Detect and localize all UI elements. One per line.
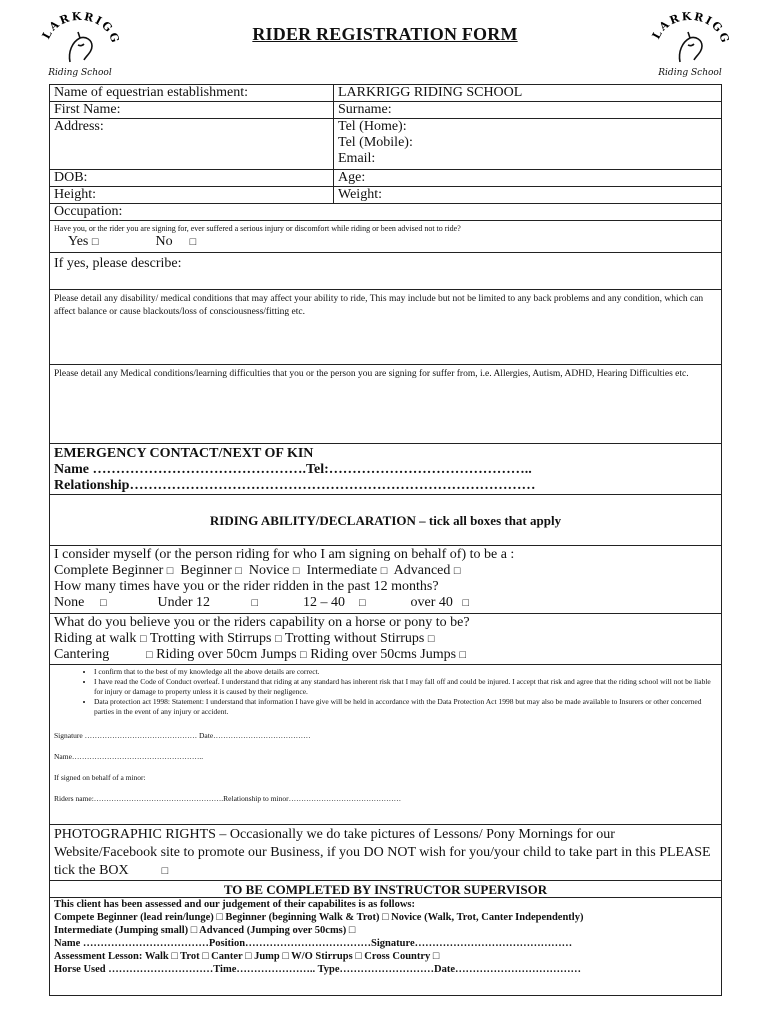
age-field[interactable]: Age:: [338, 170, 366, 185]
riders-name-line[interactable]: Riders name:…………………………………………….Relationship to minor………………………………………: [54, 794, 402, 803]
level-checkbox[interactable]: □: [292, 565, 300, 577]
no-label: No: [155, 234, 173, 249]
svg-text:LARKRIGG: LARKRIG: [40, 12, 117, 42]
ridden-checkbox[interactable]: □: [251, 597, 259, 609]
photo-optout-checkbox[interactable]: □: [161, 865, 169, 877]
level-checkbox[interactable]: □: [166, 565, 174, 577]
instructor-heading: TO BE COMPLETED BY INSTRUCTOR SUPERVISOR: [50, 881, 721, 898]
yes-label: Yes: [68, 234, 89, 249]
tel-home-field[interactable]: Tel (Home):: [338, 119, 407, 134]
level-complete-beginner: Complete Beginner: [54, 563, 164, 578]
capability-row-1: [54, 631, 717, 647]
tel-mobile-field[interactable]: Tel (Mobile):: [338, 135, 413, 150]
ridden-options: [54, 595, 717, 611]
weight-field[interactable]: Weight:: [338, 187, 382, 202]
no-checkbox[interactable]: □: [189, 236, 197, 248]
declaration-list: [50, 667, 721, 717]
ridden-none: None: [54, 595, 85, 610]
contact-block: [334, 119, 721, 169]
dob-row: [50, 170, 721, 187]
level-advanced: Advanced: [393, 563, 451, 578]
emergency-heading: EMERGENCY CONTACT/NEXT OF KIN: [54, 446, 314, 461]
ability-levels: [54, 563, 717, 579]
ridden-checkbox[interactable]: □: [462, 597, 470, 609]
declaration-section: [50, 665, 721, 825]
registration-form: [49, 84, 722, 996]
ability-intro: I consider myself (or the person riding for who I am signing on behalf of) to be a :: [54, 547, 515, 562]
logo-subtitle: Riding School: [48, 68, 112, 78]
cap-cantering: Cantering: [54, 647, 110, 662]
cap-checkbox[interactable]: □: [427, 633, 435, 645]
instructor-section: [50, 898, 721, 995]
photo-rights-text: PHOTOGRAPHIC RIGHTS – Occasionally we do take pictures of Lessons/ Pony Mornings for our Website/Facebook site to promote our Business, if you DO NOT wish for you/your child to take part in this PLEASE tick the BOX: [54, 827, 711, 878]
establishment-row: [50, 85, 721, 102]
svg-text:LARKRIGG: LARKRIG: [650, 12, 727, 42]
medical-field[interactable]: Please detail any Medical conditions/learning difficulties that you or the person you are signing for suffer from, i.e. Allergies, Autism, ADHD, Hearing Difficulties etc.: [50, 365, 721, 444]
level-checkbox[interactable]: □: [380, 565, 388, 577]
first-name-field[interactable]: First Name:: [50, 102, 334, 118]
disability-field[interactable]: Please detail any disability/ medical conditions that may affect your ability to ride, This may include but not be limited to any back problems and any condition, which can affect balance or cause blackouts/loss of consciousness/fitting etc.: [50, 290, 721, 365]
cap-checkbox[interactable]: □: [146, 649, 153, 661]
level-intermediate: Intermediate: [306, 563, 378, 578]
cap-checkbox[interactable]: □: [274, 633, 282, 645]
instructor-line-2[interactable]: Compete Beginner (lead rein/lunge) □ Beginner (beginning Walk & Trot) □ Novice (Walk, Trot, Canter Independently): [54, 912, 584, 923]
ridden-checkbox[interactable]: □: [359, 597, 366, 609]
level-checkbox[interactable]: □: [235, 565, 242, 577]
instructor-line-1: This client has been assessed and our judgement of their capabilites is as follows:: [54, 899, 416, 910]
declaration-item: • I have read the Code of Conduct overleaf. I understand that riding at any standard has inherent risk that I may fall off and could be injured. I accept that risk and agree that the riding school will not be liable for injury or damage to property unless it is caused by their negligence.: [94, 677, 721, 697]
ridden-under-12: Under 12: [157, 595, 210, 610]
injury-question: Have you, or the rider you are signing for, ever suffered a serious injury or discomfort while riding or been advised not to ride?: [54, 224, 461, 233]
capability-section: [50, 614, 721, 665]
level-novice: Novice: [248, 563, 290, 578]
name-row: [50, 102, 721, 119]
yes-checkbox[interactable]: □: [91, 236, 99, 248]
instructor-line-6[interactable]: Horse Used …………………………Time………………….. Type………………………Date………………………………: [54, 964, 582, 975]
ridden-question: How many times have you or the rider ridden in the past 12 months?: [54, 579, 439, 594]
level-beginner: Beginner: [180, 563, 232, 578]
cap-trot-stirrups: Trotting with Stirrups: [149, 631, 272, 646]
minor-label: If signed on behalf of a minor:: [54, 773, 146, 782]
signer-name-line[interactable]: Name……………………………………………..: [54, 752, 204, 761]
logo-left: [40, 12, 120, 82]
address-row: [50, 119, 721, 170]
injury-describe-field[interactable]: If yes, please describe:: [50, 253, 721, 290]
injury-row: [50, 221, 721, 253]
level-checkbox[interactable]: □: [453, 565, 461, 577]
emergency-relationship-line[interactable]: Relationship……………………………………………………………………………: [54, 478, 536, 493]
page-title: RIDER REGISTRATION FORM: [252, 24, 518, 44]
declaration-item: • I confirm that to the best of my knowledge all the above details are correct.: [94, 667, 721, 677]
address-field[interactable]: Address:: [50, 119, 334, 169]
email-field[interactable]: Email:: [338, 151, 376, 166]
cap-jumps-50cms: Riding over 50cms Jumps: [310, 647, 457, 662]
height-row: [50, 187, 721, 204]
injury-options: [50, 234, 721, 250]
logo-right: [650, 12, 730, 82]
occupation-field[interactable]: Occupation:: [50, 204, 721, 221]
cap-checkbox[interactable]: □: [139, 633, 147, 645]
capability-question: What do you believe you or the riders capability on a horse or pony to be?: [54, 615, 470, 630]
cap-checkbox[interactable]: □: [459, 649, 467, 661]
ridden-over-40: over 40: [410, 595, 453, 610]
establishment-label: Name of equestrian establishment:: [50, 85, 334, 101]
dob-field[interactable]: DOB:: [50, 170, 334, 186]
cap-checkbox[interactable]: □: [300, 649, 307, 661]
instructor-line-4[interactable]: Name ………………………………Position………………………………Signature………………………………………: [54, 938, 573, 949]
ridden-12-40: 12 – 40: [303, 595, 345, 610]
cap-jumps-50cm: Riding over 50cm Jumps: [156, 647, 297, 662]
surname-field[interactable]: Surname:: [338, 102, 392, 117]
photo-rights-section: [50, 825, 721, 881]
ability-section: [50, 546, 721, 614]
height-field[interactable]: Height:: [50, 187, 334, 203]
establishment-value: LARKRIGG RIDING SCHOOL: [338, 85, 523, 100]
signature-line[interactable]: Signature ……………………………………… Date…………………………………: [54, 731, 311, 740]
instructor-line-5[interactable]: Assessment Lesson: Walk □ Trot □ Canter □ Jump □ W/O Stirrups □ Cross Country □: [54, 951, 440, 962]
cap-trot-no-stirrups: Trotting without Stirrups: [284, 631, 425, 646]
capability-row-2: [54, 647, 717, 663]
instructor-line-3[interactable]: Intermediate (Jumping small) □ Advanced (Jumping over 50cms) □: [54, 925, 356, 936]
cap-walk: Riding at walk: [54, 631, 137, 646]
emergency-contact-section: [50, 444, 721, 495]
ridden-checkbox[interactable]: □: [100, 597, 107, 609]
declaration-item: • Data protection act 1998: Statement: I understand that information I have give will be held in accordance with the Data Protection Act 1998 but may also be made available to Insurers or other concerned parties in the event of any injury or accident.: [94, 697, 721, 717]
riding-ability-heading: RIDING ABILITY/DECLARATION – tick all boxes that apply: [50, 495, 721, 546]
logo-subtitle: Riding School: [658, 68, 722, 78]
emergency-name-line[interactable]: Name ……………………………………….Tel:……………………………………..: [54, 462, 532, 477]
